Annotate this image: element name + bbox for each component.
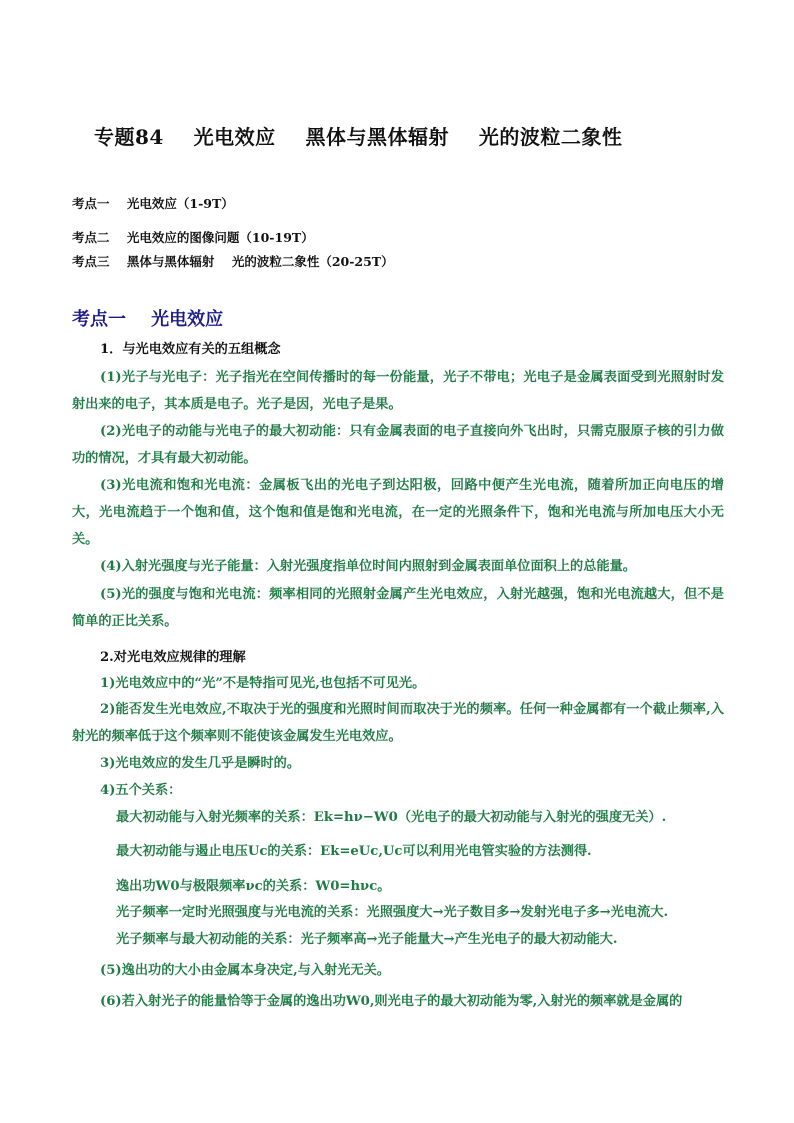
concept-3: (3)光电流和饱和光电流：金属板飞出的光电子到达阳极，回路中便产生光电流，随着所加正向电压的增大，光电流趋于一个饱和值，这个饱和值是饱和光电流，在一定的光照条件下，饱和光电流与所加电压大小无关。 [72, 478, 724, 547]
page-title: 专题84 光电效应 黑体与黑体辐射 光的波粒二象性 [94, 125, 623, 149]
relation-5: 光子频率与最大初动能的关系：光子频率高→光子能量大→产生光电子的最大初动能大. [116, 932, 618, 947]
concept-4: (4)入射光强度与光子能量：入射光强度指单位时间内照射到金属表面单位面积上的总能量。 [100, 559, 636, 574]
toc-item-2: 考点二 光电效应的图像问题（10-19T） [72, 230, 314, 245]
rule-3: 3)光电效应的发生几乎是瞬时的。 [100, 756, 301, 771]
concept-1: (1)光子与光电子：光子指光在空间传播时的每一份能量，光子不带电；光电子是金属表面受到光照射时发射出来的电子，其本质是电子。光子是因，光电子是果。 [72, 370, 724, 412]
relation-1: 最大初动能与入射光频率的关系：Ek=hν−W0（光电子的最大初动能与入射光的强度无关）. [116, 810, 667, 825]
relation-3: 逸出功W0与极限频率νc的关系：W0=hνc。 [116, 879, 391, 894]
toc-item-1: 考点一 光电效应（1-9T） [72, 196, 234, 211]
section-heading: 考点一 光电效应 [72, 309, 224, 330]
rule-5: (5)逸出功的大小由金属本身决定,与入射光无关。 [100, 963, 390, 978]
rule-2: 2)能否发生光电效应,不取决于光的强度和光照时间而取决于光的频率。任何一种金属都有一个截止频率,入射光的频率低于这个频率则不能使该金属发生光电效应。 [72, 702, 724, 744]
part1-heading: 1．与光电效应有关的五组概念 [100, 342, 281, 357]
part2-heading: 2.对光电效应规律的理解 [100, 650, 246, 665]
concept-5: (5)光的强度与饱和光电流：频率相同的光照射金属产生光电效应，入射光越强，饱和光电流越大，但不是简单的正比关系。 [72, 587, 724, 629]
rule-4: 4)五个关系： [100, 783, 182, 798]
concept-2: (2)光电子的动能与光电子的最大初动能：只有金属表面的电子直接向外飞出时，只需克服原子核的引力做功的情况，才具有最大初动能。 [72, 424, 724, 466]
relation-2: 最大初动能与遏止电压Uc的关系：Ek=eUc,Uc可以利用光电管实验的方法测得. [116, 844, 592, 859]
relation-4: 光子频率一定时光照强度与光电流的关系：光照强度大→光子数目多→发射光电子多→光电流大. [116, 905, 669, 920]
rule-6: (6)若入射光子的能量恰等于金属的逸出功W0,则光电子的最大初动能为零,入射光的频率就是金属的 [100, 994, 683, 1009]
rule-1: 1)光电效应中的“光”不是特指可见光,也包括不可见光。 [100, 676, 426, 691]
toc-item-3: 考点三 黑体与黑体辐射 光的波粒二象性（20-25T） [72, 254, 394, 269]
